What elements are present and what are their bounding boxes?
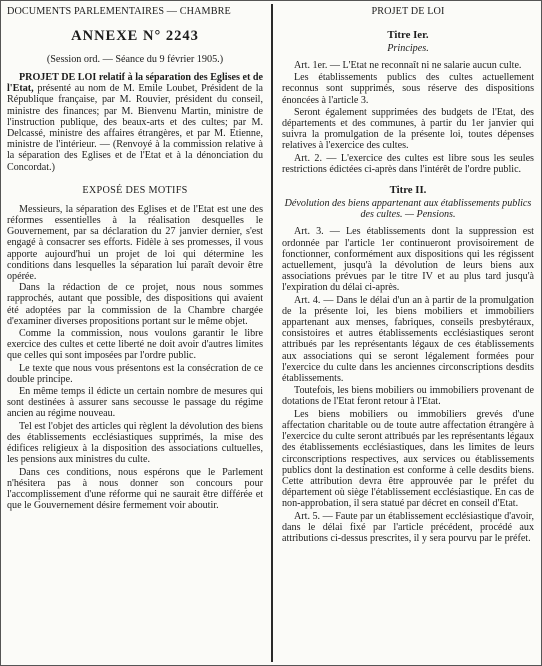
article-paragraph — [282, 153, 534, 175]
titre-1-heading: Titre Ier. — [387, 29, 429, 41]
article-text: Toutefois, les biens mobiliers ou immobiliers provenant de dotations de l'Etat feront retour à l'Etat. — [282, 385, 534, 408]
running-head-right: PROJET DE LOI — [371, 6, 445, 17]
titre-2-heading: Titre II. — [389, 184, 427, 197]
article-label: Art. 4. — — [294, 294, 334, 306]
article-paragraph — [282, 385, 534, 407]
article-text: Faute par un établissement ecclésiastique d'avoir, dans le délai fixé par l'article précédent, procédé aux attributions ci-dessus prescrites, il y sera pourvu par le préfet. — [282, 510, 534, 544]
column-divider — [271, 4, 273, 662]
article-paragraph — [282, 72, 534, 106]
annexe-title: ANNEXE N° 2243 — [71, 28, 199, 44]
article-paragraph — [282, 107, 534, 152]
article-label: Art. 5. — — [294, 510, 333, 522]
titre-1-subtitle: Principes. — [387, 43, 429, 54]
article-text: Les établissements publics des cultes actuellement reconnus sont supprimés, sous réserve des dispositions énoncées à l'article 3. — [282, 72, 534, 106]
article-text: Dans le délai d'un an à partir de la promulgation de la présente loi, les biens mobiliers et immobiliers appartenant aux menses, fabriques, conseils presbytéraux, consistoires et autres établissements ecclésiastiques seront attribués par les représentants légaux de ces établissements aux associations qui se seront légalement formées pour l'exercice du culte dans les anciennes circonscriptions desdits établissements. — [282, 294, 534, 385]
article-text: L'Etat ne reconnaît ni ne salarie aucun culte. — [339, 60, 522, 71]
article-paragraph — [282, 409, 534, 510]
article-paragraph — [282, 295, 534, 385]
motifs-paragraph: Le texte que nous vous présentons est la consécration de ce double principe. — [7, 362, 263, 385]
article-text: Les biens mobiliers ou immobiliers grevés d'une affectation charitable ou de toute autre affectation étrangère à l'exercice du culte seront attribués par les représentants légaux des établissements ecclésiastiques, dans les limites de leurs circonscriptions respectives, aux services ou établissements publics dont la destination est conforme à celle desdits biens. Cette attribution devra être approuvée par le préfet du département où siège l'établissement ecclésiastique. En cas de non-approbation, il sera statué par décret en conseil d'Etat. — [282, 408, 534, 510]
session-line: (Session ord. — Séance du 9 février 1905.) — [46, 54, 224, 65]
motifs-paragraph: Dans la rédaction de ce projet, nous nous sommes rapprochés, autant que possible, des dispositions qui avaient été adoptées par la commission de la Chambre chargée d'examiner diverses propositions portant sur le même objet. — [7, 282, 263, 327]
motifs-paragraph: Comme la commission, nous voulons garantir le libre exercice des cultes et cette liberté ne doit avoir d'autres limites que celles qui sont imposées par l'ordre public. — [7, 328, 263, 362]
motifs-paragraph: Tel est l'objet des articles qui règlent la dévolution des biens des établissements ecclésiastiques supprimés, la mise des édifices religieux à la disposition des associations cultuelles, les pensions aux ministres du culte. — [7, 420, 263, 466]
intro-paragraph — [7, 72, 263, 173]
running-head-left: DOCUMENTS PARLEMENTAIRES — CHAMBRE — [7, 6, 231, 17]
article-paragraph — [282, 511, 534, 545]
article-text: Les établissements dont la suppression est ordonnée par l'article 1er continueront provisoirement de fonctionner, conformément aux dispositions qui les régissent actuellement, jusqu'à la dévolution de leurs biens aux associations prévues par le titre IV et au plus tard jusqu'à l'expiration du délai ci-après. — [282, 226, 534, 294]
article-label: Art. 1er. — — [294, 60, 340, 71]
article-text: Seront également supprimées des budgets de l'Etat, des départements et des communes, à partir du 1er janvier qui suivra la promulgation de la présente loi, toutes dépenses relatives à l'exercice des cultes. — [282, 106, 534, 152]
intro-rest: présenté au nom de M. Emile Loubet, Président de la République française, par M. Rouvier, président du conseil, ministre des finances; par M. Bienvenu Martin, ministre de l'instruction publique, des beaux-arts et des cultes; par M. Delcassé, ministre des affaires étrangères, et par M. Etienne, ministre de l'intérieur. — (Renvoyé à la commission relative à la séparation des Eglises et de l'Etat et à la dénonciation du Concordat.) — [7, 83, 263, 173]
expose-title: EXPOSÉ DES MOTIFS — [82, 184, 188, 196]
motifs-paragraph: En même temps il édicte un certain nombre de mesures qui sont destinées à assurer sans secousse le passage du régime ancien au régime nouveau. — [7, 386, 263, 420]
article-text: L'exercice des cultes est libre sous les seules restrictions édictées ci-après dans l'intérêt de l'ordre public. — [282, 152, 534, 175]
motifs-paragraph: Dans ces conditions, nous espérons que le Parlement n'hésitera pas à nous donner son concours pour l'accomplissement d'une réforme qui ne saurait être différée et que le Gouvernement désire fermement voir aboutir. — [7, 466, 263, 512]
article-paragraph — [282, 226, 534, 293]
intro-bold: PROJET DE LOI relatif à la séparation des Eglises et de l'Etat, — [7, 72, 263, 95]
article-paragraph — [282, 60, 534, 71]
article-label: Art. 3. — — [294, 226, 340, 238]
article-label: Art. 2. — — [294, 152, 337, 164]
left-column — [1, 1, 268, 665]
titre-2-subtitle: Dévolution des biens appartenant aux établissements publics des cultes. — Pensions. — [284, 198, 532, 221]
motifs-paragraph: Messieurs, la séparation des Eglises et de l'Etat est une des réformes essentielles à la réalisation desquelles le Gouvernement, par sa déclaration du 27 janvier dernier, s'est engagé à consacrer ses efforts. Fidèle à ses promesses, il vous apporte aujourd'hui un projet de loi qui détermine les conditions dans lesquelles la séparation lui paraît devoir être opérée. — [7, 203, 263, 283]
right-column — [277, 1, 541, 665]
